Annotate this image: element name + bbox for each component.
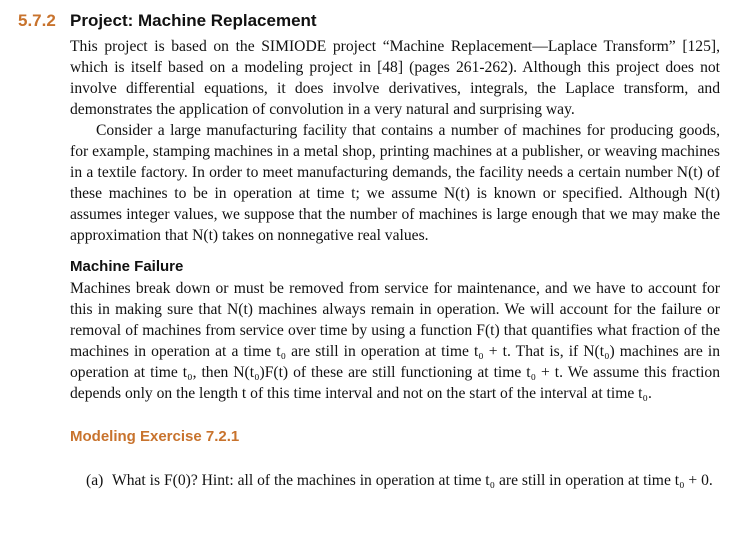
modeling-exercise-heading: Modeling Exercise 7.2.1 — [70, 428, 240, 445]
exercise-item-a — [86, 470, 720, 491]
machine-failure-heading: Machine Failure — [70, 258, 184, 275]
exercise-item-label: (a) — [86, 472, 104, 489]
section-title: Project: Machine Replacement — [70, 11, 317, 30]
intro-paragraph-1: This project is based on the SIMIODE project “Machine Replacement—Laplace Transform” [125], which is itself based on a modeling project in [48] (pages 261-262). Although this project does not involve differential equations, it does involve derivatives, integrals, the Laplace transform, and demonstrates the application of convolution in a very natural and surprising way. — [70, 38, 720, 118]
section-number: 5.7.2 — [18, 11, 56, 30]
exercise-item-text: What is F(0)? Hint: all of the machines in operation at time t₀ are still in operation at time t₀ + 0. — [112, 472, 713, 489]
machine-failure-paragraph: Machines break down or must be removed from service for maintenance, and we have to account for this in making sure that N(t) machines always remain in operation. We will account for the failure or removal of machines from service over time by using a function F(t) that quantifies what fraction of the machines in operation at a time t₀ are still in operation at time t₀ + t. That is, if N(t₀) machines are in operation at time t₀, then N(t₀)F(t) of these are still functioning at time t₀ + t. We assume this fraction depends only on the length t of this time interval and not on the start of the interval at time t₀. — [70, 280, 720, 402]
intro-paragraph-2: Consider a large manufacturing facility that contains a number of machines for producing goods, for example, stamping machines in a metal shop, printing machines at a publisher, or weaving machines in a textile factory. In order to meet manufacturing demands, the facility needs a certain number N(t) of these machines to be in operation at time t; we assume N(t) is known or specified. Although N(t) assumes integer values, we suppose that the number of machines is large enough that we may make the approximation that N(t) takes on nonnegative real values. — [70, 122, 720, 244]
